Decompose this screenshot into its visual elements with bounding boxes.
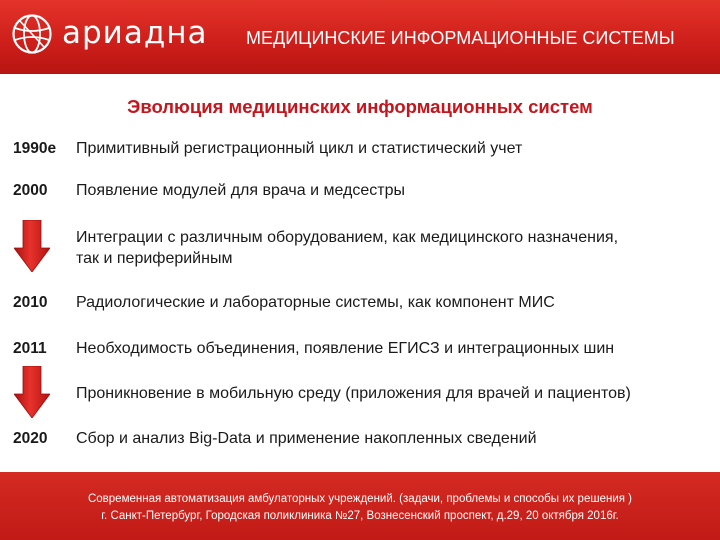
footer-bar xyxy=(0,472,720,540)
row-text-2000: Появление модулей для врача и медсестры xyxy=(76,182,405,199)
header-bar xyxy=(0,0,720,74)
row-text-integration-line2: так и периферийным xyxy=(76,250,233,267)
row-year-2011: 2011 xyxy=(13,340,47,357)
globe-logo-icon xyxy=(12,14,52,54)
logo-wordmark: ариадна xyxy=(62,15,208,51)
row-text-mobile: Проникновение в мобильную среду (приложения для врачей и пациентов) xyxy=(76,385,631,402)
row-text-2010: Радиологические и лабораторные системы, как компонент МИС xyxy=(76,294,555,311)
row-year-2000: 2000 xyxy=(13,182,48,199)
footer-line-2: г. Санкт-Петербург, Городская поликлиника №27, Вознесенский проспект, д.29, 20 октября 2016г. xyxy=(101,510,619,522)
down-arrow-icon xyxy=(14,366,50,418)
row-text-2011: Необходимость объединения, появление ЕГИСЗ и интеграционных шин xyxy=(76,340,615,357)
header-title: МЕДИЦИНСКИЕ ИНФОРМАЦИОННЫЕ СИСТЕМЫ xyxy=(246,28,675,48)
row-text-2020: Сбор и анализ Big-Data и применение накопленных сведений xyxy=(76,430,537,447)
slide-title: Эволюция медицинских информационных систем xyxy=(127,96,593,117)
row-year-2020: 2020 xyxy=(13,430,48,447)
row-text-1990: Примитивный регистрационный цикл и статистический учет xyxy=(76,140,523,157)
footer-line-1: Современная автоматизация амбулаторных учреждений. (задачи, проблемы и способы их решения ) xyxy=(87,493,633,505)
down-arrow-icon xyxy=(14,220,50,272)
row-year-1990: 1990е xyxy=(13,140,57,157)
row-year-2010: 2010 xyxy=(13,294,48,311)
row-text-integration-line1: Интеграции с различным оборудованием, как медицинского назначения, xyxy=(76,229,619,246)
